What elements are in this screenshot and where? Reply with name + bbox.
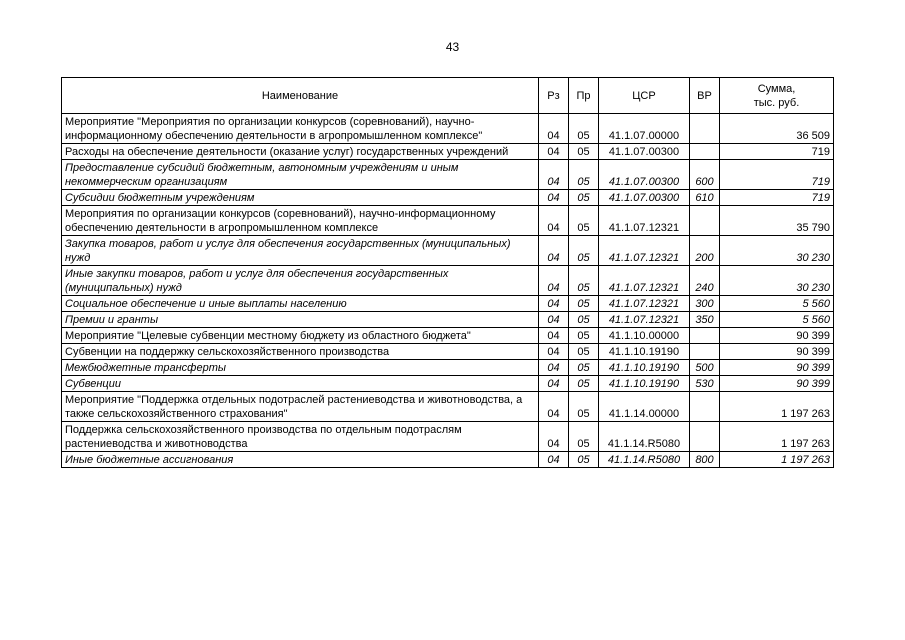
cell-sum: 5 560: [720, 296, 834, 312]
cell-pr: 05: [569, 206, 599, 236]
cell-pr: 05: [569, 328, 599, 344]
cell-pr: 05: [569, 452, 599, 468]
cell-sum: 719: [720, 144, 834, 160]
cell-sum: 35 790: [720, 206, 834, 236]
cell-pr: 05: [569, 360, 599, 376]
cell-csr: 41.1.10.00000: [599, 328, 690, 344]
table-row: [62, 312, 834, 328]
cell-vr: 500: [690, 360, 720, 376]
cell-vr: [690, 344, 720, 360]
cell-name: Мероприятие "Поддержка отдельных подотраслей растениеводства и животноводства, а также сельскохозяйственного страхования": [62, 392, 539, 422]
cell-rz: 04: [539, 360, 569, 376]
table-header-row: [62, 78, 834, 114]
table-row: [62, 114, 834, 144]
cell-pr: 05: [569, 312, 599, 328]
cell-vr: 300: [690, 296, 720, 312]
table-row: [62, 160, 834, 190]
table-row: [62, 422, 834, 452]
cell-name: Субвенции на поддержку сельскохозяйственного производства: [62, 344, 539, 360]
cell-name: Субвенции: [62, 376, 539, 392]
cell-rz: 04: [539, 452, 569, 468]
cell-name: Субсидии бюджетным учреждениям: [62, 190, 539, 206]
cell-vr: 600: [690, 160, 720, 190]
header-csr: ЦСР: [599, 78, 690, 114]
cell-rz: 04: [539, 190, 569, 206]
cell-pr: 05: [569, 160, 599, 190]
cell-rz: 04: [539, 266, 569, 296]
cell-name: Мероприятие "Целевые субвенции местному бюджету из областного бюджета": [62, 328, 539, 344]
cell-csr: 41.1.10.19190: [599, 344, 690, 360]
cell-name: Иные закупки товаров, работ и услуг для обеспечения государственных (муниципальных) нужд: [62, 266, 539, 296]
cell-pr: 05: [569, 236, 599, 266]
cell-rz: 04: [539, 422, 569, 452]
cell-vr: 610: [690, 190, 720, 206]
table-row: [62, 452, 834, 468]
cell-rz: 04: [539, 144, 569, 160]
cell-csr: 41.1.07.12321: [599, 312, 690, 328]
cell-rz: 04: [539, 312, 569, 328]
header-sum-line1: Сумма,: [757, 82, 796, 95]
table-row: [62, 266, 834, 296]
cell-csr: 41.1.14.R5080: [599, 452, 690, 468]
table-row: [62, 392, 834, 422]
page-number: 43: [445, 40, 460, 54]
cell-rz: 04: [539, 160, 569, 190]
cell-vr: [690, 422, 720, 452]
cell-vr: [690, 392, 720, 422]
cell-pr: 05: [569, 392, 599, 422]
cell-name: Предоставление субсидий бюджетным, автономным учреждениям и иным некоммерческим организациям: [62, 160, 539, 190]
cell-sum: 5 560: [720, 312, 834, 328]
cell-name: Закупка товаров, работ и услуг для обеспечения государственных (муниципальных) нужд: [62, 236, 539, 266]
cell-vr: 800: [690, 452, 720, 468]
table-row: [62, 206, 834, 236]
cell-pr: 05: [569, 266, 599, 296]
cell-rz: 04: [539, 392, 569, 422]
cell-csr: 41.1.07.12321: [599, 206, 690, 236]
cell-name: Премии и гранты: [62, 312, 539, 328]
header-vr: ВР: [690, 78, 720, 114]
cell-name: Поддержка сельскохозяйственного производства по отдельным подотраслям растениеводства и животноводства: [62, 422, 539, 452]
cell-name: Расходы на обеспечение деятельности (оказание услуг) государственных учреждений: [62, 144, 539, 160]
cell-csr: 41.1.07.00000: [599, 114, 690, 144]
cell-sum: 1 197 263: [720, 422, 834, 452]
cell-sum: 30 230: [720, 266, 834, 296]
cell-sum: 719: [720, 160, 834, 190]
cell-csr: 41.1.14.R5080: [599, 422, 690, 452]
cell-name: Мероприятия по организации конкурсов (соревнований), научно-информационному обеспечению деятельности в агропромышленном комплексе: [62, 206, 539, 236]
cell-vr: 240: [690, 266, 720, 296]
header-pr: Пр: [569, 78, 599, 114]
cell-rz: 04: [539, 236, 569, 266]
cell-sum: 1 197 263: [720, 452, 834, 468]
cell-pr: 05: [569, 296, 599, 312]
cell-sum: 30 230: [720, 236, 834, 266]
header-sum: [720, 78, 834, 114]
table-row: [62, 376, 834, 392]
table-row: [62, 328, 834, 344]
cell-csr: 41.1.07.00300: [599, 190, 690, 206]
cell-rz: 04: [539, 206, 569, 236]
cell-csr: 41.1.14.00000: [599, 392, 690, 422]
cell-name: Межбюджетные трансферты: [62, 360, 539, 376]
cell-sum: 719: [720, 190, 834, 206]
cell-rz: 04: [539, 376, 569, 392]
table-body: [62, 114, 834, 468]
cell-pr: 05: [569, 376, 599, 392]
cell-rz: 04: [539, 114, 569, 144]
cell-vr: [690, 114, 720, 144]
table-row: [62, 190, 834, 206]
cell-name: Социальное обеспечение и иные выплаты населению: [62, 296, 539, 312]
table-row: [62, 236, 834, 266]
cell-vr: 530: [690, 376, 720, 392]
table-row: [62, 144, 834, 160]
cell-pr: 05: [569, 190, 599, 206]
cell-vr: [690, 144, 720, 160]
cell-pr: 05: [569, 344, 599, 360]
cell-sum: 90 399: [720, 376, 834, 392]
cell-csr: 41.1.07.12321: [599, 236, 690, 266]
cell-pr: 05: [569, 422, 599, 452]
cell-csr: 41.1.10.19190: [599, 360, 690, 376]
cell-sum: 90 399: [720, 344, 834, 360]
cell-pr: 05: [569, 144, 599, 160]
table-row: [62, 296, 834, 312]
cell-vr: [690, 206, 720, 236]
cell-sum: 90 399: [720, 360, 834, 376]
header-name: Наименование: [62, 78, 539, 114]
budget-table: [61, 77, 834, 468]
cell-name: Иные бюджетные ассигнования: [62, 452, 539, 468]
table-row: [62, 360, 834, 376]
cell-rz: 04: [539, 328, 569, 344]
cell-csr: 41.1.07.12321: [599, 266, 690, 296]
cell-vr: 200: [690, 236, 720, 266]
cell-csr: 41.1.07.00300: [599, 144, 690, 160]
cell-vr: [690, 328, 720, 344]
cell-sum: 36 509: [720, 114, 834, 144]
cell-rz: 04: [539, 296, 569, 312]
cell-csr: 41.1.07.00300: [599, 160, 690, 190]
table-row: [62, 344, 834, 360]
cell-csr: 41.1.10.19190: [599, 376, 690, 392]
cell-rz: 04: [539, 344, 569, 360]
header-sum-line2: тыс. руб.: [753, 96, 800, 109]
cell-sum: 90 399: [720, 328, 834, 344]
cell-pr: 05: [569, 114, 599, 144]
cell-name: Мероприятие "Мероприятия по организации конкурсов (соревнований), научно-информационному обеспечению деятельности в агропромышленном комплексе": [62, 114, 539, 144]
cell-sum: 1 197 263: [720, 392, 834, 422]
header-rz: Рз: [539, 78, 569, 114]
cell-csr: 41.1.07.12321: [599, 296, 690, 312]
cell-vr: 350: [690, 312, 720, 328]
